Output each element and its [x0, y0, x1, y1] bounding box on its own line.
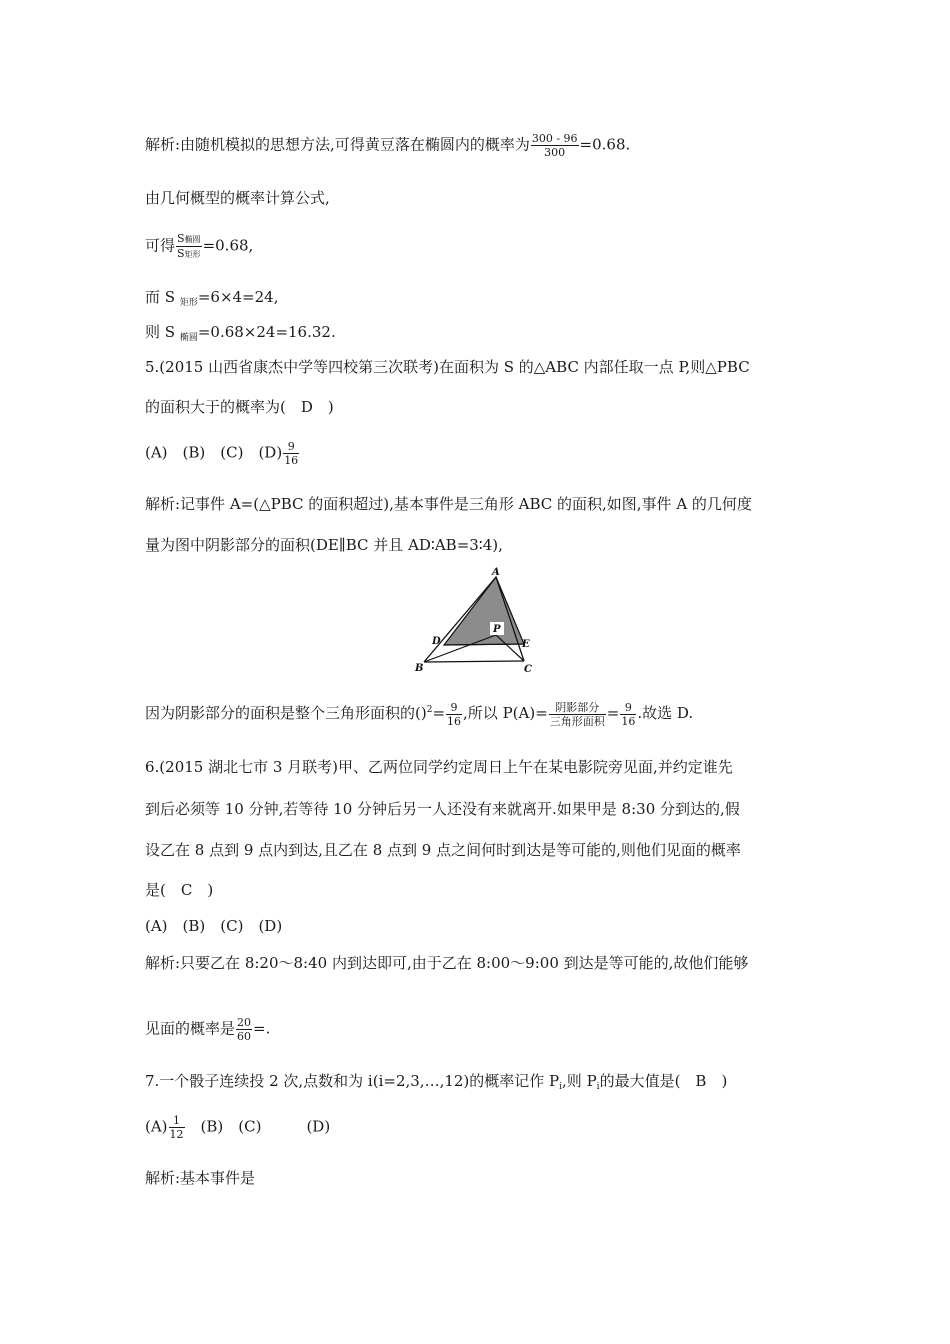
label-a: A: [492, 567, 500, 578]
triangle-figure: [412, 565, 537, 677]
question-5-options: (A) (B) (C) (D) $\frac{9}{16}$: [145, 440, 299, 467]
solution-line-1: 解析:由随机模拟的思想方法,可得黄豆落在椭圆内的概率为 $\frac{300 - 96}{300}$ =0.68.: [145, 132, 631, 159]
question-5-line-2: 的面积大于的概率为( D ): [145, 398, 334, 416]
question-7-line-1: 7.一个骰子连续投 2 次,点数和为 i(i=2,3,…,12)的概率记作 $P_i$,则 $P_i$的最大值是( B ): [145, 1072, 728, 1092]
question-6-line-4: 是( C ): [145, 881, 214, 899]
area-ratio-fraction: $\frac{\text{S椭圆}}{\text{S矩形}}$: [177, 232, 201, 260]
question-6-line-1: 6.(2015 湖北七市 3 月联考)甲、乙两位同学约定周日上午在某电影院旁见面,并约定谁先: [145, 758, 733, 776]
probability-fraction: $\frac{300 - 96}{300}$: [531, 132, 578, 159]
side-bc: [424, 661, 524, 662]
label-d: D: [432, 636, 441, 647]
label-p: P: [493, 624, 501, 635]
question-7-solution: 解析:基本事件是: [145, 1169, 256, 1187]
question-5-solution-1: 解析:记事件 A=(△PBC 的面积超过),基本事件是三角形 ABC 的面积,如图,事件 A 的几何度: [145, 495, 752, 513]
option-d-fraction: $\frac{9}{16}$: [284, 440, 299, 467]
solution-text: 解析:由随机模拟的思想方法,可得黄豆落在椭圆内的概率为: [145, 135, 530, 154]
shaded-region: [444, 577, 524, 645]
label-e: E: [522, 639, 530, 650]
question-6-line-2: 到后必须等 10 分钟,若等待 10 分钟后另一人还没有来就离开.如果甲是 8:30 分到达的,假: [145, 800, 740, 818]
ellipse-area-line: 则 S $_{椭圆}$=0.68×24=16.32.: [145, 323, 336, 343]
question-6-solution-2: 见面的概率是 $\frac{20}{60}$ =.: [145, 1016, 271, 1043]
question-5-solution-3: 因为阴影部分的面积是整个三角形面积的()$^2$= $\frac{9}{16}$ ,所以 P(A)= $\frac{\text{阴影部分}}{\text{三角形面积}}$ = $\frac{9}{16}$ .故选 D.: [145, 700, 694, 728]
formula-intro-line: 由几何概型的概率计算公式,: [145, 189, 330, 207]
question-6-solution-1: 解析:只要乙在 8:20～8:40 内到达即可,由于乙在 8:00～9:00 到达是等可能的,故他们能够: [145, 954, 749, 972]
label-c: C: [524, 664, 532, 675]
question-6-line-3: 设乙在 8 点到 9 点内到达,且乙在 8 点到 9 点之间何时到达是等可能的,则他们见面的概率: [145, 841, 741, 859]
area-ratio-line: 可得 $\frac{\text{S椭圆}}{\text{S矩形}}$ =0.68,: [145, 232, 254, 260]
label-b: B: [415, 663, 424, 674]
rectangle-area-line: 而 S $_{矩形}$=6×4=24,: [145, 288, 279, 308]
question-5-solution-2: 量为图中阴影部分的面积(DE∥BC 并且 AD∶AB=3∶4),: [145, 536, 503, 554]
question-5-line-1: 5.(2015 山西省康杰中学等四校第三次联考)在面积为 S 的△ABC 内部任取一点 P,则△PBC: [145, 358, 750, 376]
question-6-options: (A) (B) (C) (D): [145, 917, 283, 935]
question-7-options: (A) $\frac{1}{12}$ (B) (C) (D): [145, 1114, 331, 1141]
